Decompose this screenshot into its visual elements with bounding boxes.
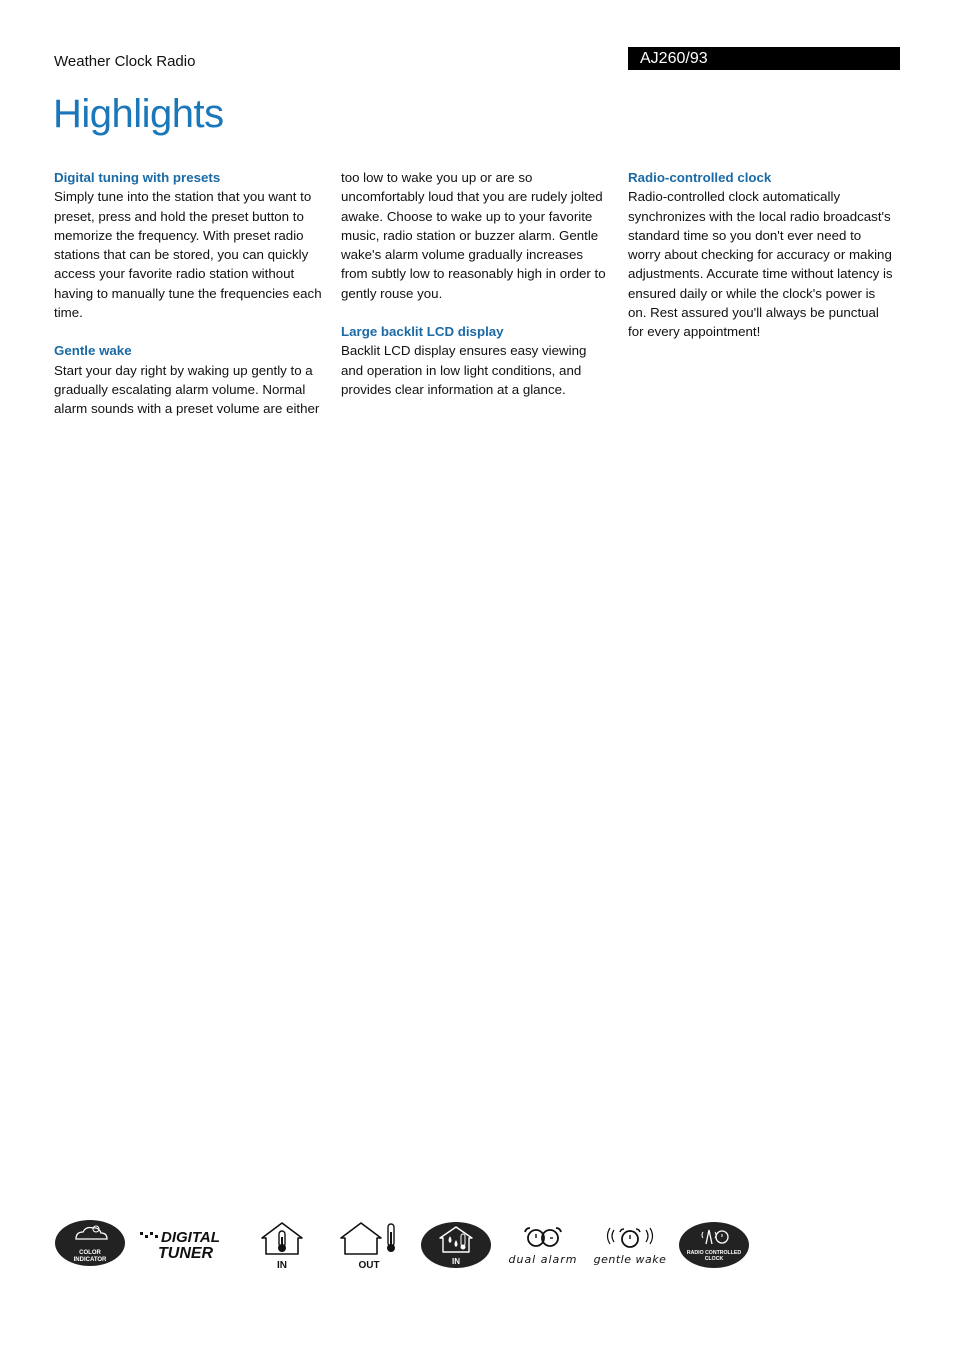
radio-clock-line2: CLOCK	[704, 1256, 724, 1262]
feature-icons-row	[54, 1218, 774, 1278]
paragraph-digital-tuning: Simply tune into the station that you want to preset, press and hold the preset button to memorize the frequency. With preset radio stations that can be stored, you can quickly access your favorite radio station without having to manually tune the frequencies each time.	[54, 189, 322, 321]
digital-tuner-icon	[138, 1226, 233, 1262]
paragraph-radio-clock: Radio-controlled clock automatically synchronizes with the local radio broadcast's standard time so you don't ever need to worry about checking for accuracy or making adjustments. Accurate time without latency is ensured daily or while the clock's power is on. Rest assured you'll always be punctual for every appointment!	[628, 189, 893, 340]
column-1	[54, 168, 322, 438]
heading-gentle-wake: Gentle wake	[54, 343, 132, 359]
paragraph-lcd-display: Backlit LCD display ensures easy viewing and operation in low light conditions, and provides clear information at a glance.	[341, 343, 587, 397]
digital-tuner-line1: DIGITAL	[161, 1229, 220, 1246]
house-outline-thermometer-icon	[339, 1220, 401, 1272]
alarm-clock-icon	[504, 1222, 582, 1268]
column-2	[341, 168, 609, 418]
temp-out-label: OUT	[358, 1260, 380, 1271]
temp-in-label: IN	[277, 1260, 287, 1271]
dual-alarm-label: dual alarm	[508, 1253, 578, 1266]
humidity-icon	[420, 1220, 492, 1270]
column-3	[628, 168, 896, 361]
color-indicator-line2: INDICATOR	[73, 1257, 107, 1263]
model-badge: AJ260/93	[628, 47, 900, 70]
heading-lcd-display: Large backlit LCD display	[341, 324, 504, 340]
radio-clock-line1: RADIO CONTROLLED	[686, 1250, 742, 1256]
weather-cloud-icon	[54, 1218, 126, 1268]
house-thermometer-icon	[258, 1220, 306, 1272]
paragraph-gentle-wake-cont: too low to wake you up or are so uncomfortably loud that you are rudely jolted awake. Choose to wake up to your favorite music, radio station or buzzer alarm. Gentle wake's alarm volume gradually increases from subtly low to reasonably high in order to gently rouse you.	[341, 170, 606, 301]
heading-digital-tuning: Digital tuning with presets	[54, 170, 221, 185]
color-indicator-line1: COLOR	[79, 1250, 101, 1256]
gentle-wake-label: gentle wake	[593, 1253, 667, 1266]
humidity-in-label: IN	[452, 1257, 460, 1266]
digital-tuner-line2: TUNER	[158, 1245, 214, 1262]
page-title: Highlights	[53, 92, 224, 136]
heading-radio-clock: Radio-controlled clock	[628, 170, 772, 185]
ringing-alarm-icon	[590, 1222, 670, 1268]
product-line: Weather Clock Radio	[54, 53, 196, 70]
paragraph-gentle-wake: Start your day right by waking up gently to a gradually escalating alarm volume. Normal alarm sounds with a preset volume are either	[54, 362, 320, 417]
radio-clock-icon	[678, 1220, 750, 1270]
